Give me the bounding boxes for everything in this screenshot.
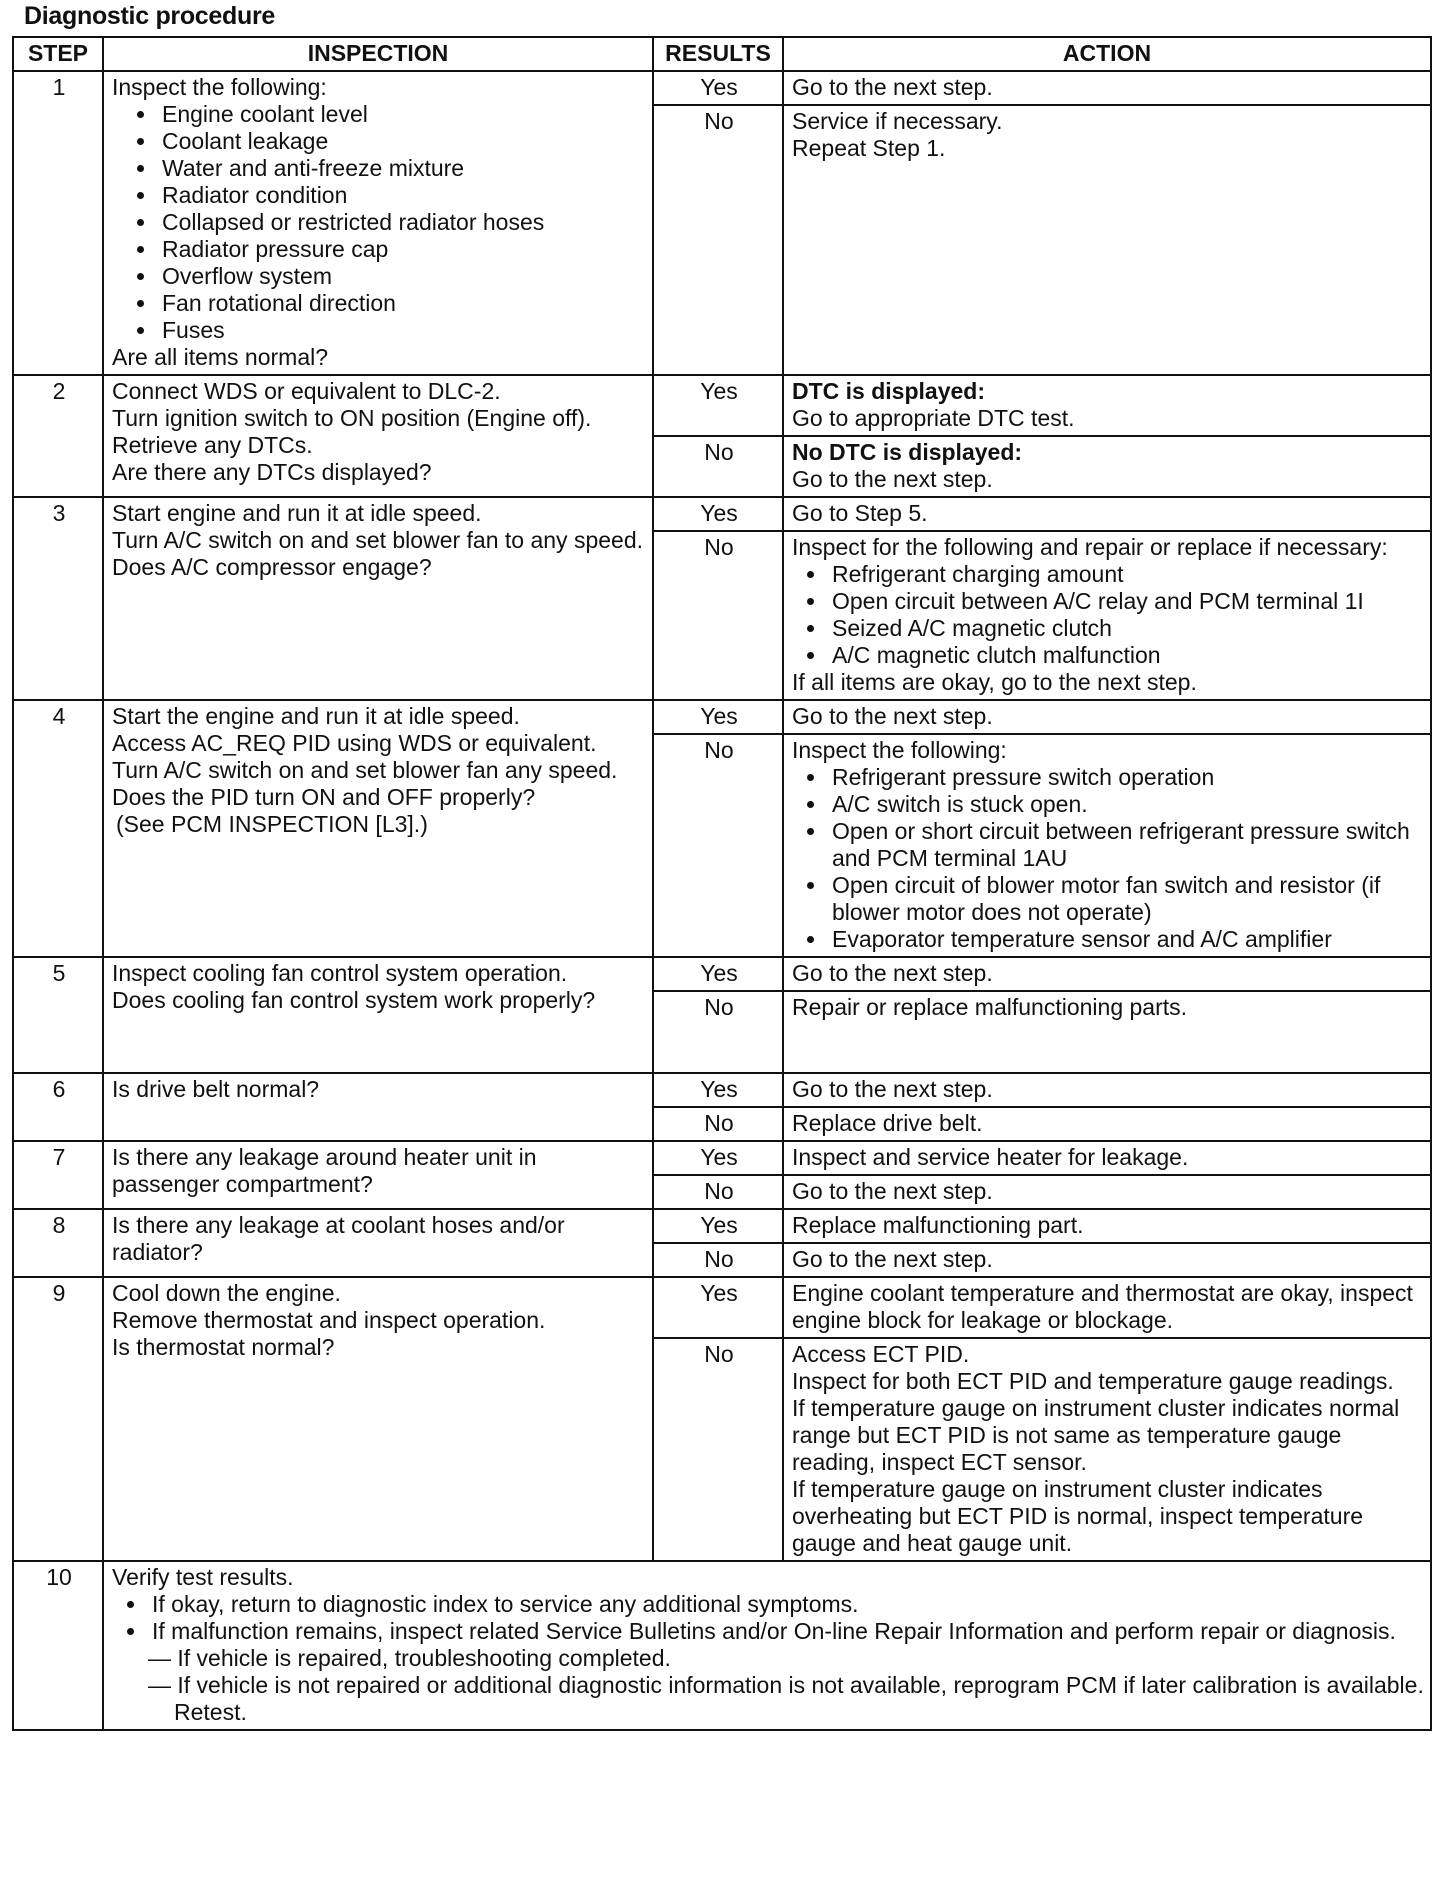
inspection-line: Turn A/C switch on and set blower fan any speed. — [112, 757, 618, 783]
result-no: No — [653, 734, 783, 957]
action-line: Go to the next step. — [792, 74, 993, 100]
table-header-row — [13, 37, 1431, 71]
step-number: 6 — [13, 1073, 103, 1141]
result-yes: Yes — [653, 957, 783, 991]
header-results: RESULTS — [653, 37, 783, 71]
list-item: • Open or short circuit between refrigerant pressure switch and PCM terminal 1AU — [828, 818, 1424, 872]
action-yes — [783, 1141, 1431, 1175]
list-item: • A/C magnetic clutch malfunction — [828, 642, 1424, 669]
action-no — [783, 1243, 1431, 1277]
step-inspection — [103, 375, 653, 497]
action-yes — [783, 375, 1431, 436]
step-inspection — [103, 1277, 653, 1561]
step-number: 7 — [13, 1141, 103, 1209]
step-number: 5 — [13, 957, 103, 1073]
list-item: • Open circuit of blower motor fan switch and resistor (if blower motor does not operate) — [828, 872, 1424, 926]
action-line: Go to the next step. — [792, 960, 993, 986]
list-item: • Evaporator temperature sensor and A/C amplifier — [828, 926, 1424, 953]
action-list — [792, 561, 1424, 669]
list-item: • Refrigerant pressure switch operation — [828, 764, 1424, 791]
step-10-body — [103, 1561, 1431, 1730]
inspection-list — [112, 101, 646, 344]
list-item: • Engine coolant level — [158, 101, 646, 128]
action-line: Go to the next step. — [792, 1246, 993, 1272]
step-7-yes-row — [13, 1141, 1431, 1175]
action-line: Engine coolant temperature and thermostat are okay, inspect engine block for leakage or blockage. — [792, 1280, 1413, 1333]
verify-intro: Verify test results. — [112, 1564, 294, 1590]
step-6-yes-row — [13, 1073, 1431, 1107]
list-item: • Refrigerant charging amount — [828, 561, 1424, 588]
inspection-line: Cool down the engine. — [112, 1280, 341, 1306]
dash-item: — If vehicle is not repaired or additional diagnostic information is not available, reprogram PCM if later calibration is available. Retest. — [148, 1672, 1424, 1725]
step-10-row — [13, 1561, 1431, 1730]
step-8-yes-row — [13, 1209, 1431, 1243]
action-no — [783, 991, 1431, 1073]
result-yes: Yes — [653, 700, 783, 734]
result-yes: Yes — [653, 1209, 783, 1243]
action-line: If temperature gauge on instrument cluster indicates normal range but ECT PID is not same as temperature gauge reading, inspect ECT sensor. — [792, 1395, 1400, 1475]
header-step: STEP — [13, 37, 103, 71]
dash-text: If vehicle is repaired, troubleshooting completed. — [177, 1645, 671, 1671]
step-number: 4 — [13, 700, 103, 957]
inspection-line: Start the engine and run it at idle speed. — [112, 703, 520, 729]
action-line: Service if necessary. — [792, 108, 1003, 134]
step-4-yes-row — [13, 700, 1431, 734]
action-intro: Inspect for the following and repair or replace if necessary: — [792, 534, 1388, 560]
action-line: Access ECT PID. — [792, 1341, 970, 1367]
inspection-line: (See PCM INSPECTION [L3].) — [116, 811, 428, 837]
list-item: • Radiator pressure cap — [158, 236, 646, 263]
inspection-line: Start engine and run it at idle speed. — [112, 500, 482, 526]
result-yes: Yes — [653, 1277, 783, 1338]
action-no — [783, 1338, 1431, 1561]
verify-list — [112, 1591, 1424, 1645]
action-yes — [783, 1277, 1431, 1338]
step-inspection — [103, 1141, 653, 1209]
step-1-yes-row — [13, 71, 1431, 105]
page-title: Diagnostic procedure — [24, 2, 275, 30]
action-line: Repeat Step 1. — [792, 135, 946, 161]
inspection-intro: Inspect the following: — [112, 74, 327, 100]
step-number: 8 — [13, 1209, 103, 1277]
list-item: • A/C switch is stuck open. — [828, 791, 1424, 818]
list-item: • Seized A/C magnetic clutch — [828, 615, 1424, 642]
action-yes — [783, 1209, 1431, 1243]
result-no: No — [653, 1175, 783, 1209]
action-yes — [783, 497, 1431, 531]
action-yes — [783, 71, 1431, 105]
action-line: Inspect and service heater for leakage. — [792, 1144, 1189, 1170]
action-no — [783, 436, 1431, 497]
action-line: Go to the next step. — [792, 1076, 993, 1102]
result-yes: Yes — [653, 375, 783, 436]
result-no: No — [653, 1243, 783, 1277]
list-item: • Coolant leakage — [158, 128, 646, 155]
action-heading: No DTC is displayed: — [792, 439, 1023, 465]
inspection-line: Does A/C compressor engage? — [112, 554, 432, 580]
action-no — [783, 1107, 1431, 1141]
list-item: • If okay, return to diagnostic index to service any additional symptoms. — [148, 1591, 1424, 1618]
step-inspection — [103, 497, 653, 700]
action-line: Go to Step 5. — [792, 500, 928, 526]
inspection-line: Is drive belt normal? — [112, 1076, 320, 1102]
step-inspection — [103, 700, 653, 957]
list-item: • Water and anti-freeze mixture — [158, 155, 646, 182]
inspection-line: Is there any leakage at coolant hoses and/or radiator? — [112, 1212, 565, 1265]
action-line: Repair or replace malfunctioning parts. — [792, 994, 1188, 1020]
list-item: • If malfunction remains, inspect related Service Bulletins and/or On-line Repair Information and perform repair or diagnosis. — [148, 1618, 1424, 1645]
list-item: • Radiator condition — [158, 182, 646, 209]
inspection-line: Retrieve any DTCs. — [112, 432, 313, 458]
list-item: • Open circuit between A/C relay and PCM terminal 1I — [828, 588, 1424, 615]
action-line: Go to the next step. — [792, 1178, 993, 1204]
action-yes — [783, 957, 1431, 991]
inspection-line: Is there any leakage around heater unit in passenger compartment? — [112, 1144, 537, 1197]
action-heading: DTC is displayed: — [792, 378, 985, 404]
dash-text: If vehicle is not repaired or additional diagnostic information is not available, reprogram PCM if later calibration is available. Retest. — [174, 1672, 1424, 1725]
step-inspection — [103, 1209, 653, 1277]
step-2-yes-row — [13, 375, 1431, 436]
action-line: Replace malfunctioning part. — [792, 1212, 1084, 1238]
action-no — [783, 734, 1431, 957]
action-line: If temperature gauge on instrument cluster indicates overheating but ECT PID is normal, inspect temperature gauge and heat gauge unit. — [792, 1476, 1364, 1556]
result-no: No — [653, 1107, 783, 1141]
inspection-line: Turn A/C switch on and set blower fan to any speed. — [112, 527, 643, 553]
result-no: No — [653, 531, 783, 700]
action-line: Replace drive belt. — [792, 1110, 983, 1136]
inspection-line: Does cooling fan control system work properly? — [112, 987, 596, 1013]
inspection-line: Is thermostat normal? — [112, 1334, 335, 1360]
action-outro: If all items are okay, go to the next step. — [792, 669, 1197, 695]
step-3-yes-row — [13, 497, 1431, 531]
inspection-line: Inspect cooling fan control system operation. — [112, 960, 568, 986]
step-number: 2 — [13, 375, 103, 497]
list-item: • Fuses — [158, 317, 646, 344]
header-inspection: INSPECTION — [103, 37, 653, 71]
dash-item: — If vehicle is repaired, troubleshooting completed. — [148, 1645, 671, 1671]
result-yes: Yes — [653, 1073, 783, 1107]
action-line: Go to the next step. — [792, 466, 993, 492]
action-line: Inspect for both ECT PID and temperature gauge readings. — [792, 1368, 1394, 1394]
step-9-yes-row — [13, 1277, 1431, 1338]
inspection-line: Does the PID turn ON and OFF properly? — [112, 784, 536, 810]
inspection-line: Access AC_REQ PID using WDS or equivalent. — [112, 730, 597, 756]
result-no: No — [653, 1338, 783, 1561]
result-no: No — [653, 105, 783, 375]
result-yes: Yes — [653, 1141, 783, 1175]
result-no: No — [653, 991, 783, 1073]
inspection-line: Connect WDS or equivalent to DLC-2. — [112, 378, 501, 404]
list-item: • Fan rotational direction — [158, 290, 646, 317]
step-number: 1 — [13, 71, 103, 375]
step-5-yes-row — [13, 957, 1431, 991]
action-line: Go to the next step. — [792, 703, 993, 729]
result-no: No — [653, 436, 783, 497]
list-item: • Overflow system — [158, 263, 646, 290]
action-no — [783, 531, 1431, 700]
step-inspection — [103, 1073, 653, 1141]
step-inspection — [103, 957, 653, 1073]
list-item: • Collapsed or restricted radiator hoses — [158, 209, 646, 236]
action-intro: Inspect the following: — [792, 737, 1007, 763]
step-number: 3 — [13, 497, 103, 700]
action-no — [783, 1175, 1431, 1209]
inspection-line: Are there any DTCs displayed? — [112, 459, 432, 485]
inspection-line: Turn ignition switch to ON position (Engine off). — [112, 405, 592, 431]
inspection-line: Remove thermostat and inspect operation. — [112, 1307, 546, 1333]
action-line: Go to appropriate DTC test. — [792, 405, 1075, 431]
diagnostic-procedure-table — [12, 36, 1432, 1731]
step-number: 9 — [13, 1277, 103, 1561]
action-list — [792, 764, 1424, 953]
action-yes — [783, 1073, 1431, 1107]
inspection-question: Are all items normal? — [112, 344, 329, 370]
action-no — [783, 105, 1431, 375]
step-inspection — [103, 71, 653, 375]
step-number: 10 — [13, 1561, 103, 1730]
result-yes: Yes — [653, 71, 783, 105]
action-yes — [783, 700, 1431, 734]
result-yes: Yes — [653, 497, 783, 531]
header-action: ACTION — [783, 37, 1431, 71]
